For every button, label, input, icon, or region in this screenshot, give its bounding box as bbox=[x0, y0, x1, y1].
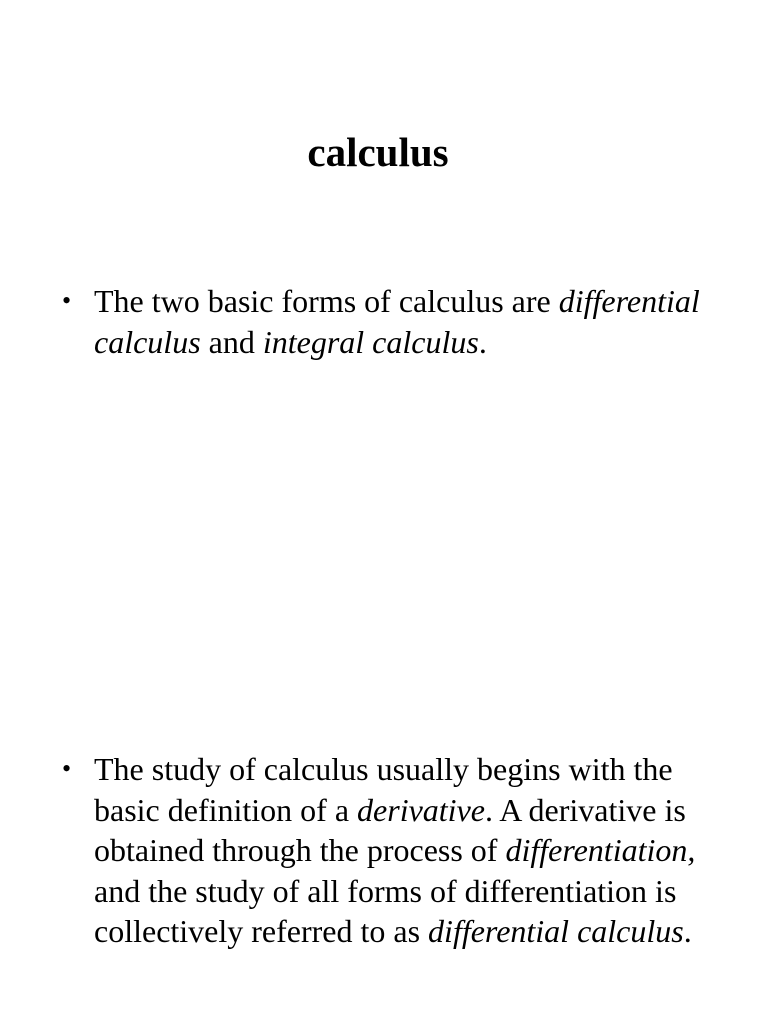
italic-term: derivative bbox=[357, 791, 485, 828]
italic-term: integral calculus bbox=[262, 323, 479, 360]
bullet-item-derivative bbox=[62, 749, 742, 952]
slide-title: calculus bbox=[307, 129, 449, 175]
text-segment: The two basic forms of calculus are bbox=[94, 283, 559, 319]
text-segment: and bbox=[200, 323, 263, 360]
bullet-text bbox=[94, 281, 742, 362]
text-segment: . A derivative is obtained through the process of bbox=[94, 791, 686, 868]
text-segment: and the study of all forms of differentiation is collectively referred to as bbox=[94, 872, 677, 949]
text-segment: The study of calculus usually begins with the basic definition of a bbox=[94, 751, 673, 828]
text-segment: . bbox=[478, 323, 487, 360]
bullet-text bbox=[94, 749, 742, 952]
bullet-item-forms bbox=[62, 281, 742, 362]
bullet-marker: • bbox=[62, 754, 72, 783]
italic-term: differential calculus bbox=[428, 913, 684, 949]
italic-term: differentiation, bbox=[505, 832, 696, 868]
bullet-marker: • bbox=[62, 286, 72, 315]
italic-term: differential calculus bbox=[94, 283, 700, 360]
text-segment: . bbox=[683, 913, 692, 949]
